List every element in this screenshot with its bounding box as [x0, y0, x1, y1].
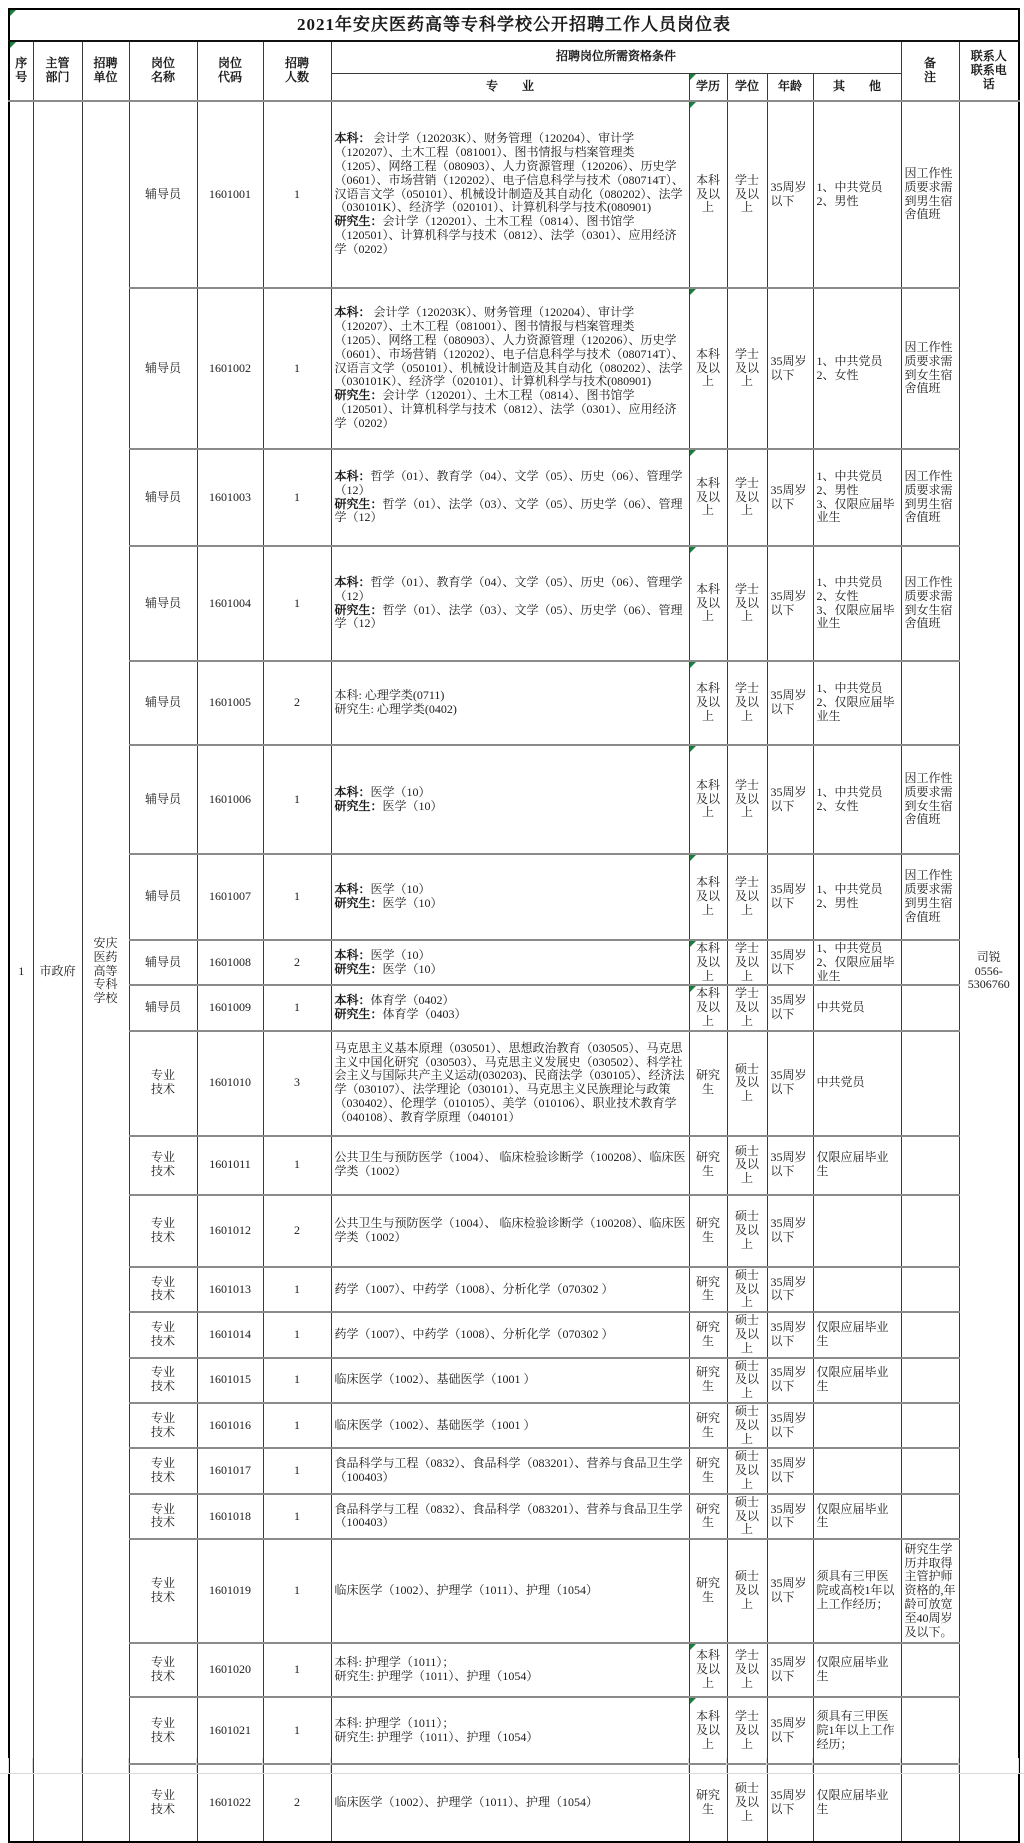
cell-age: 35周岁以下 — [767, 1697, 813, 1764]
cell-other: 1、中共党员 2、男性 3、仅限应届毕业生 — [813, 449, 901, 546]
cell-degree: 硕士及以上 — [727, 1136, 767, 1195]
major-line: 研究生: 护理学（1011）、护理（1054） — [334, 1729, 539, 1744]
cell-headcount: 1 — [263, 101, 331, 288]
cell-other: 1、中共党员 2、女性 — [813, 288, 901, 449]
cell-position-code: 1601018 — [197, 1494, 263, 1539]
cell-age: 35周岁以下 — [767, 1643, 813, 1697]
table-header — [9, 9, 1019, 101]
cell-majors — [331, 1448, 689, 1493]
cell-degree: 学士及以上 — [727, 1697, 767, 1764]
major-line: 研究生：哲学（01）、法学（03）、文学（05）、历史学（06）、管理学（12） — [334, 602, 683, 631]
cell-education: 本科及以上 — [689, 449, 727, 546]
cell-age: 35周岁以下 — [767, 1358, 813, 1403]
cell-recruiting-unit: 安庆 医药 高等 专科 学校 — [82, 101, 129, 1842]
table-row-1601014 — [9, 1312, 1019, 1357]
cell-degree: 硕士及以上 — [727, 1403, 767, 1448]
cell-age: 35周岁以下 — [767, 449, 813, 546]
cell-position-name: 专业 技术 — [129, 1031, 197, 1136]
cell-remark — [901, 1403, 959, 1448]
cell-headcount: 1 — [263, 745, 331, 854]
cell-majors — [331, 101, 689, 288]
cell-position-name: 专业 技术 — [129, 1539, 197, 1643]
cell-age: 35周岁以下 — [767, 661, 813, 745]
cell-age: 35周岁以下 — [767, 1312, 813, 1357]
cell-degree: 硕士及以上 — [727, 1448, 767, 1493]
major-line: 本科：医学（10） — [334, 947, 431, 962]
cell-education: 本科及以上 — [689, 101, 727, 288]
cell-headcount: 1 — [263, 1494, 331, 1539]
cell-index: 1 — [9, 101, 33, 1842]
header-supervising-dept: 主管 部门 — [33, 41, 82, 101]
cell-other — [813, 1403, 901, 1448]
cell-age: 35周岁以下 — [767, 854, 813, 940]
table-row-1601016 — [9, 1403, 1019, 1448]
cell-degree: 硕士及以上 — [727, 1312, 767, 1357]
table-row-1601015 — [9, 1358, 1019, 1403]
header-headcount: 招聘 人数 — [263, 41, 331, 101]
cell-remark — [901, 985, 959, 1030]
cell-other: 1、中共党员 2、女性 — [813, 745, 901, 854]
cell-education: 研究生 — [689, 1031, 727, 1136]
table-row-1601004 — [9, 546, 1019, 661]
excel-flag-icon — [10, 10, 16, 16]
cell-position-name: 辅导员 — [129, 449, 197, 546]
table-row-1601013 — [9, 1267, 1019, 1312]
major-line: 临床医学（1002）、基础医学（1001 ） — [334, 1417, 536, 1432]
cell-position-name: 辅导员 — [129, 101, 197, 288]
cell-education: 本科及以上 — [689, 745, 727, 854]
cell-headcount: 1 — [263, 1448, 331, 1493]
header-remarks: 备 注 — [901, 41, 959, 101]
major-line: 研究生：医学（10） — [334, 896, 443, 910]
cell-position-name: 专业 技术 — [129, 1403, 197, 1448]
cell-position-name: 专业 技术 — [129, 1312, 197, 1357]
page-title: 2021年安庆医药高等专科学校公开招聘工作人员岗位表 — [9, 9, 1019, 41]
cell-position-name: 专业 技术 — [129, 1494, 197, 1539]
cell-age: 35周岁以下 — [767, 288, 813, 449]
cell-remark: 研究生学历并取得主管护师资格的,年龄可放宽至40周岁及以下。 — [901, 1539, 959, 1643]
cell-majors — [331, 940, 689, 985]
cell-majors — [331, 1764, 689, 1842]
cell-degree: 学士及以上 — [727, 985, 767, 1030]
major-line: 食品科学与工程（0832）、食品科学（083201）、营养与食品卫生学（100403） — [334, 1456, 683, 1485]
cell-majors — [331, 1403, 689, 1448]
major-line: 研究生：哲学（01）、法学（03）、文学（05）、历史学（06）、管理学（12） — [334, 496, 683, 525]
cell-degree: 学士及以上 — [727, 546, 767, 661]
cell-majors — [331, 985, 689, 1030]
cell-other: 仅限应届毕业生 — [813, 1764, 901, 1842]
cell-position-code: 1601003 — [197, 449, 263, 546]
cell-position-code: 1601002 — [197, 288, 263, 449]
cell-majors — [331, 288, 689, 449]
table-row-1601009 — [9, 985, 1019, 1030]
cell-headcount: 3 — [263, 1031, 331, 1136]
major-line: 药学（1007）、中药学（1008）、分析化学（070302 ） — [334, 1326, 614, 1341]
cell-majors — [331, 1031, 689, 1136]
cell-position-code: 1601004 — [197, 546, 263, 661]
cell-headcount: 1 — [263, 1403, 331, 1448]
major-line: 本科: 护理学（1011）； — [334, 1715, 455, 1730]
cell-majors — [331, 1195, 689, 1267]
cell-position-name: 专业 技术 — [129, 1195, 197, 1267]
cell-age: 35周岁以下 — [767, 1764, 813, 1842]
cell-position-name: 专业 技术 — [129, 1764, 197, 1842]
cell-other — [813, 1195, 901, 1267]
header-age: 年龄 — [767, 73, 813, 101]
cell-headcount: 1 — [263, 854, 331, 940]
cell-position-name: 专业 技术 — [129, 1136, 197, 1195]
cell-degree: 硕士及以上 — [727, 1764, 767, 1842]
major-line: 临床医学（1002）、护理学（1011）、护理（1054） — [334, 1583, 599, 1598]
table-body — [9, 101, 1019, 1842]
cell-position-code: 1601016 — [197, 1403, 263, 1448]
table-row-1601021 — [9, 1697, 1019, 1764]
major-line: 马克思主义基本原理（030501）、思想政治教育（030505）、马克思主义中国化研究（030503）、马克思主义发展史（030502）、科学社会主义与国际共产主义运动(030203)、民商法学（030105）、经济法学（030107）、法学理论（030101）、马克思主义民族理论与政策（030402）、伦理学（010105）、美学（010106）、职业技术教育学（040108）、教育学原理（040101） — [334, 1040, 685, 1124]
cell-remark — [901, 661, 959, 745]
cell-education: 研究生 — [689, 1403, 727, 1448]
header-major: 专 业 — [331, 73, 689, 101]
cell-degree: 学士及以上 — [727, 661, 767, 745]
cell-majors — [331, 1267, 689, 1312]
table-row-1601022 — [9, 1764, 1019, 1842]
cell-age: 35周岁以下 — [767, 1136, 813, 1195]
header-recruiting-unit: 招聘 单位 — [82, 41, 129, 101]
cell-position-name: 专业 技术 — [129, 1358, 197, 1403]
cell-position-name: 专业 技术 — [129, 1267, 197, 1312]
cell-degree: 硕士及以上 — [727, 1267, 767, 1312]
cell-majors — [331, 546, 689, 661]
cell-education: 研究生 — [689, 1539, 727, 1643]
cell-age: 35周岁以下 — [767, 1403, 813, 1448]
cell-degree: 硕士及以上 — [727, 1358, 767, 1403]
cell-degree: 硕士及以上 — [727, 1195, 767, 1267]
cell-headcount: 1 — [263, 288, 331, 449]
cell-majors — [331, 1539, 689, 1643]
cell-position-code: 1601020 — [197, 1643, 263, 1697]
title-row — [9, 9, 1019, 41]
header-row-1 — [9, 41, 1019, 73]
excel-flag-icon — [690, 289, 696, 295]
cell-age: 35周岁以下 — [767, 1031, 813, 1136]
excel-flag-icon — [690, 1644, 696, 1650]
cell-majors — [331, 1643, 689, 1697]
cell-majors — [331, 661, 689, 745]
excel-flag-icon — [690, 662, 696, 668]
cell-position-name: 辅导员 — [129, 745, 197, 854]
cell-remark: 因工作性质要求需到男生宿舍值班 — [901, 449, 959, 546]
major-line: 本科: 心理学类(0711) — [334, 688, 445, 703]
cell-position-code: 1601009 — [197, 985, 263, 1030]
cell-age: 35周岁以下 — [767, 546, 813, 661]
cell-age: 35周岁以下 — [767, 745, 813, 854]
cell-age: 35周岁以下 — [767, 1267, 813, 1312]
recruitment-table — [8, 8, 1020, 1843]
excel-flag-icon — [690, 547, 696, 553]
cell-other: 1、中共党员 2、仅限应届毕业生 — [813, 661, 901, 745]
excel-flag-icon — [690, 102, 696, 108]
cell-majors — [331, 1312, 689, 1357]
cell-position-name: 辅导员 — [129, 985, 197, 1030]
header-degree: 学位 — [727, 73, 767, 101]
cell-degree: 学士及以上 — [727, 449, 767, 546]
cell-age: 35周岁以下 — [767, 101, 813, 288]
excel-flag-icon — [10, 42, 16, 48]
cell-remark: 因工作性质要求需到女生宿舍值班 — [901, 288, 959, 449]
cell-remark — [901, 1195, 959, 1267]
cell-education: 研究生 — [689, 1195, 727, 1267]
cell-education: 研究生 — [689, 1136, 727, 1195]
cell-position-name: 辅导员 — [129, 661, 197, 745]
excel-flag-icon — [690, 746, 696, 752]
major-line: 公共卫生与预防医学（1004）、 临床检验诊断学（100208）、临床医学类（1002） — [334, 1215, 686, 1244]
table-row-1601008 — [9, 940, 1019, 985]
cell-other: 仅限应届毕业生 — [813, 1312, 901, 1357]
cell-headcount: 2 — [263, 940, 331, 985]
excel-flag-icon — [690, 986, 696, 992]
cell-position-code: 1601021 — [197, 1697, 263, 1764]
cell-other: 1、中共党员 2、男性 — [813, 101, 901, 288]
cell-position-code: 1601014 — [197, 1312, 263, 1357]
table-row-1601001 — [9, 101, 1019, 288]
major-line: 研究生：医学（10） — [334, 961, 443, 976]
cell-remark — [901, 1697, 959, 1764]
header-qualifications: 招聘岗位所需资格条件 — [331, 41, 901, 73]
cell-education: 研究生 — [689, 1448, 727, 1493]
cell-remark — [901, 1136, 959, 1195]
cell-education: 本科及以上 — [689, 1697, 727, 1764]
cell-age: 35周岁以下 — [767, 940, 813, 985]
cell-position-code: 1601005 — [197, 661, 263, 745]
cell-position-name: 辅导员 — [129, 854, 197, 940]
cell-other: 仅限应届毕业生 — [813, 1136, 901, 1195]
cell-remark: 因工作性质要求需到男生宿舍值班 — [901, 854, 959, 940]
major-line: 药学（1007）、中药学（1008）、分析化学（070302 ） — [334, 1281, 614, 1296]
header-other: 其 他 — [813, 73, 901, 101]
cell-remark — [901, 1312, 959, 1357]
cell-position-name: 辅导员 — [129, 288, 197, 449]
header-position-code: 岗位 代码 — [197, 41, 263, 101]
cell-education: 研究生 — [689, 1494, 727, 1539]
major-line: 本科：哲学（01）、教育学（04）、文学（05）、历史（06）、管理学（12） — [334, 574, 683, 603]
cell-remark — [901, 1031, 959, 1136]
header-index: 序 号 — [9, 41, 33, 101]
cell-education: 本科及以上 — [689, 661, 727, 745]
cell-remark: 因工作性质要求需到女生宿舍值班 — [901, 745, 959, 854]
cell-remark — [901, 1267, 959, 1312]
cell-remark — [901, 1448, 959, 1493]
cell-position-name: 专业 技术 — [129, 1697, 197, 1764]
major-line: 本科： 会计学（120203K）、财务管理（120204）、审计学（120207）、土木工程（081001）、图书情报与档案管理类（1205）、网络工程（080903）、人力资源管理（120206）、历史学（0601）、市场营销（120202）、电子信息科学与技术（080714T）、汉语言文学（050101）、机械设计制造及其自动化（080202）、法学（030101K）、经济学（020101）、计算机科学与技术(080901) — [334, 131, 684, 215]
cell-position-code: 1601010 — [197, 1031, 263, 1136]
major-line: 本科：医学（10） — [334, 882, 431, 897]
cell-other: 仅限应届毕业生 — [813, 1643, 901, 1697]
table-row-1601020 — [9, 1643, 1019, 1697]
major-line: 研究生: 心理学类(0402) — [334, 702, 457, 716]
excel-flag-icon — [690, 74, 696, 80]
cell-other: 1、中共党员 2、男性 — [813, 854, 901, 940]
table-row-1601007 — [9, 854, 1019, 940]
cell-supervising-dept: 市政府 — [33, 101, 82, 1842]
major-line: 食品科学与工程（0832）、食品科学（083201）、营养与食品卫生学（100403） — [334, 1501, 683, 1530]
cell-remark: 因工作性质要求需到女生宿舍值班 — [901, 546, 959, 661]
cell-majors — [331, 1494, 689, 1539]
cell-headcount: 1 — [263, 546, 331, 661]
cell-education: 本科及以上 — [689, 546, 727, 661]
cell-majors — [331, 1697, 689, 1764]
cell-other: 1、中共党员 2、女性 3、仅限应届毕业生 — [813, 546, 901, 661]
cell-position-name: 专业 技术 — [129, 1643, 197, 1697]
cell-other: 仅限应届毕业生 — [813, 1358, 901, 1403]
cell-position-code: 1601011 — [197, 1136, 263, 1195]
cell-majors — [331, 854, 689, 940]
header-education: 学历 — [689, 73, 727, 101]
table-row-1601003 — [9, 449, 1019, 546]
cell-position-code: 1601007 — [197, 854, 263, 940]
cell-position-code: 1601008 — [197, 940, 263, 985]
cell-degree: 学士及以上 — [727, 101, 767, 288]
cell-education: 本科及以上 — [689, 985, 727, 1030]
cell-remark: 因工作性质要求需到男生宿舍值班 — [901, 101, 959, 288]
cell-other: 仅限应届毕业生 — [813, 1494, 901, 1539]
major-line: 本科： 会计学（120203K）、财务管理（120204）、审计学（120207）、土木工程（081001）、图书情报与档案管理类（1205）、网络工程（080903）、人力资源管理（120206）、历史学（0601）、市场营销（120202）、电子信息科学与技术（080714T）、汉语言文学（050101）、机械设计制造及其自动化（080202）、法学（030101K）、经济学（020101）、计算机科学与技术(080901) — [334, 305, 684, 389]
cell-remark — [901, 1494, 959, 1539]
cell-remark — [901, 1358, 959, 1403]
cell-other: 1、中共党员 2、仅限应届毕业生 — [813, 940, 901, 985]
cell-headcount: 1 — [263, 985, 331, 1030]
cell-other: 中共党员 — [813, 1031, 901, 1136]
cell-education: 研究生 — [689, 1267, 727, 1312]
major-line: 研究生: 护理学（1011）、护理（1054） — [334, 1669, 539, 1684]
major-line: 本科: 护理学（1011）； — [334, 1655, 455, 1670]
cell-education: 研究生 — [689, 1312, 727, 1357]
table-row-1601002 — [9, 288, 1019, 449]
cell-degree: 硕士及以上 — [727, 1539, 767, 1643]
header-contact: 联系人 联系电 话 — [959, 41, 1019, 101]
cell-degree: 硕士及以上 — [727, 1494, 767, 1539]
cell-position-code: 1601015 — [197, 1358, 263, 1403]
cell-headcount: 1 — [263, 1697, 331, 1764]
cell-position-code: 1601001 — [197, 101, 263, 288]
cell-headcount: 2 — [263, 1764, 331, 1842]
cell-other — [813, 1267, 901, 1312]
header-position-name: 岗位 名称 — [129, 41, 197, 101]
excel-flag-icon — [690, 450, 696, 456]
cell-headcount: 2 — [263, 1195, 331, 1267]
cell-contact: 司锐 0556- 5306760 — [959, 101, 1019, 1842]
cell-headcount: 1 — [263, 1358, 331, 1403]
cell-age: 35周岁以下 — [767, 985, 813, 1030]
major-line: 本科：体育学（0402） — [334, 993, 455, 1008]
cell-education: 研究生 — [689, 1358, 727, 1403]
cell-other — [813, 1448, 901, 1493]
cell-majors — [331, 745, 689, 854]
cell-headcount: 1 — [263, 1312, 331, 1357]
cell-education: 本科及以上 — [689, 940, 727, 985]
table-row-1601012 — [9, 1195, 1019, 1267]
cell-age: 35周岁以下 — [767, 1494, 813, 1539]
major-line: 临床医学（1002）、护理学（1011）、护理（1054） — [334, 1795, 599, 1810]
cell-degree: 学士及以上 — [727, 854, 767, 940]
major-line: 公共卫生与预防医学（1004）、 临床检验诊断学（100208）、临床医学类（1002） — [334, 1150, 686, 1179]
excel-flag-icon — [690, 1698, 696, 1704]
cell-education: 研究生 — [689, 1764, 727, 1842]
cell-position-code: 1601017 — [197, 1448, 263, 1493]
cell-degree: 学士及以上 — [727, 288, 767, 449]
cell-education: 本科及以上 — [689, 288, 727, 449]
table-row-1601019 — [9, 1539, 1019, 1643]
cell-degree: 学士及以上 — [727, 940, 767, 985]
cell-position-code: 1601013 — [197, 1267, 263, 1312]
cell-degree: 学士及以上 — [727, 1643, 767, 1697]
table-row-1601018 — [9, 1494, 1019, 1539]
table-row-1601011 — [9, 1136, 1019, 1195]
cell-remark — [901, 1643, 959, 1697]
major-line: 研究生：体育学（0403） — [334, 1007, 467, 1022]
cell-headcount: 1 — [263, 1539, 331, 1643]
major-line: 临床医学（1002）、基础医学（1001 ） — [334, 1372, 536, 1387]
cell-degree: 学士及以上 — [727, 745, 767, 854]
table-row-1601017 — [9, 1448, 1019, 1493]
cell-position-code: 1601022 — [197, 1764, 263, 1842]
cell-position-code: 1601012 — [197, 1195, 263, 1267]
cell-education: 本科及以上 — [689, 854, 727, 940]
table-row-1601005 — [9, 661, 1019, 745]
cell-position-code: 1601006 — [197, 745, 263, 854]
major-line: 本科：医学（10） — [334, 784, 431, 799]
cell-majors — [331, 1136, 689, 1195]
major-line: 研究生：医学（10） — [334, 798, 443, 813]
major-line: 研究生：会计学（120201）、土木工程（0814）、图书馆学（120501）、计算机科学与技术（0812）、法学（0301）、应用经济学（0202） — [334, 214, 677, 256]
cell-age: 35周岁以下 — [767, 1539, 813, 1643]
cell-position-name: 专业 技术 — [129, 1448, 197, 1493]
cell-age: 35周岁以下 — [767, 1195, 813, 1267]
cell-headcount: 1 — [263, 1267, 331, 1312]
cell-other: 须具有三甲医院1年以上工作经历； — [813, 1697, 901, 1764]
table-row-1601010 — [9, 1031, 1019, 1136]
cell-position-code: 1601019 — [197, 1539, 263, 1643]
cell-education: 本科及以上 — [689, 1643, 727, 1697]
cell-other: 中共党员 — [813, 985, 901, 1030]
cell-position-name: 辅导员 — [129, 940, 197, 985]
cell-degree: 硕士及以上 — [727, 1031, 767, 1136]
cell-other: 须具有三甲医院或高校1年以上工作经历； — [813, 1539, 901, 1643]
cell-remark — [901, 1764, 959, 1842]
table-row-1601006 — [9, 745, 1019, 854]
cell-headcount: 1 — [263, 449, 331, 546]
cell-age: 35周岁以下 — [767, 1448, 813, 1493]
major-line: 研究生：会计学（120201）、土木工程（0814）、图书馆学（120501）、计算机科学与技术（0812）、法学（0301）、应用经济学（0202） — [334, 388, 677, 430]
cell-majors — [331, 1358, 689, 1403]
cell-headcount: 1 — [263, 1136, 331, 1195]
excel-flag-icon — [690, 941, 696, 947]
excel-flag-icon — [690, 855, 696, 861]
cell-position-name: 辅导员 — [129, 546, 197, 661]
cell-headcount: 2 — [263, 661, 331, 745]
cell-remark — [901, 940, 959, 985]
cell-majors — [331, 449, 689, 546]
cell-headcount: 1 — [263, 1643, 331, 1697]
major-line: 本科：哲学（01）、教育学（04）、文学（05）、历史（06）、管理学（12） — [334, 468, 683, 497]
